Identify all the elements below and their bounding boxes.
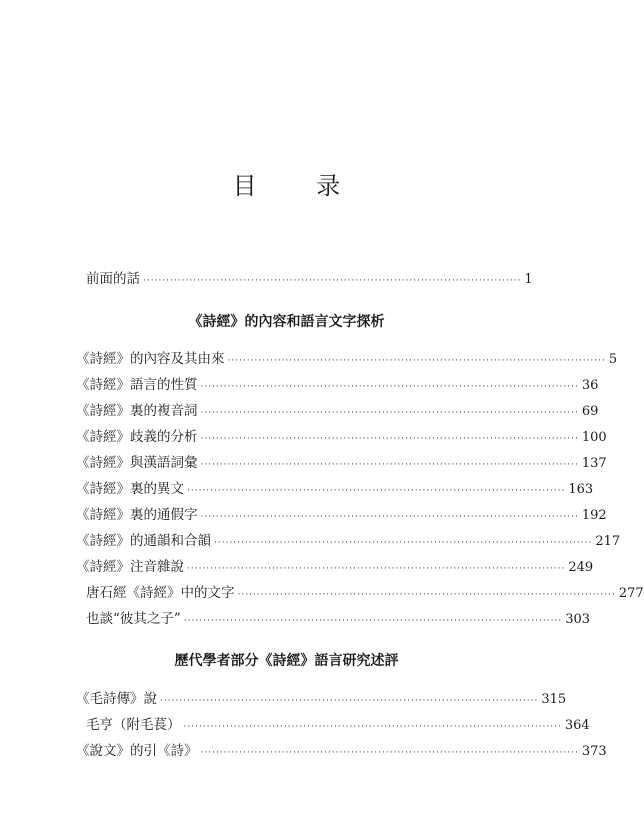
leader-dots: ·································································································· [200, 434, 579, 444]
toc-entry[interactable] [86, 609, 591, 629]
leader-dots: ·································································································· [200, 748, 579, 758]
toc-entry[interactable] [76, 479, 594, 499]
toc-entry[interactable] [86, 583, 644, 603]
toc-entry-label: 《詩經》裏的通假字 [76, 507, 198, 523]
toc-entry[interactable] [76, 557, 594, 577]
toc-entry-page: 1 [524, 272, 533, 287]
section-heading-1: 《詩經》的內容和語言文字探析 [188, 314, 385, 330]
leader-dots: ·································································································· [200, 512, 579, 522]
toc-entry-page: 217 [595, 534, 621, 549]
toc-entry-label: 《詩經》注音雜說 [76, 559, 184, 575]
toc-entry-page: 303 [565, 612, 591, 627]
leader-dots: ·································································································· [160, 696, 539, 706]
toc-entry[interactable] [76, 427, 607, 447]
leader-dots: ·································································································· [187, 564, 566, 574]
leader-dots: ·································································································· [143, 276, 522, 286]
toc-entry-page: 5 [608, 352, 618, 367]
toc-entry-page: 315 [541, 692, 567, 707]
toc-entry-label: 毛亨（附毛萇） [86, 717, 181, 733]
leader-dots: ·································································································· [183, 616, 563, 626]
page-title: 目 录 [232, 172, 367, 200]
toc-entry[interactable] [76, 689, 567, 709]
toc-entry[interactable] [86, 715, 590, 735]
toc-entry-page: 137 [581, 456, 607, 471]
toc-entry[interactable] [76, 531, 621, 551]
toc-entry-label: 《詩經》裏的異文 [76, 481, 184, 497]
leader-dots: ·································································································· [214, 538, 593, 548]
toc-entry-label: 《詩經》的通韻和合韻 [76, 533, 211, 549]
toc-entry-page: 163 [568, 482, 594, 497]
toc-entry-page: 192 [581, 508, 607, 523]
toc-entry-label: 《詩經》與漢語詞彙 [76, 455, 198, 471]
toc-entry-page: 277 [618, 586, 644, 601]
toc-entry-label: 唐石經《詩經》中的文字 [86, 585, 235, 601]
toc-entry-page: 249 [568, 560, 594, 575]
leader-dots: ·································································································· [187, 486, 566, 496]
leader-dots: ·································································································· [227, 356, 606, 366]
toc-entry-label: 《說文》的引《詩》 [76, 743, 198, 759]
toc-entry-label: 《詩經》歧義的分析 [76, 429, 198, 445]
toc-entry-label: 《詩經》語言的性質 [76, 377, 198, 393]
toc-entry[interactable] [76, 401, 599, 421]
leader-dots: ·································································································· [183, 722, 562, 732]
toc-entry[interactable] [76, 375, 599, 395]
toc-entry-label: 《詩經》裏的複音詞 [76, 403, 198, 419]
toc-entry-page: 69 [581, 404, 599, 419]
toc-entry-label: 也談“彼其之子” [86, 611, 181, 627]
toc-entry-page: 364 [564, 718, 590, 733]
toc-entry-page: 373 [581, 744, 607, 759]
section-heading-2: 歷代學者部分《詩經》語言研究述評 [174, 653, 399, 669]
leader-dots: ·································································································· [200, 382, 579, 392]
toc-entry[interactable] [76, 349, 618, 369]
toc-entry-label: 《詩經》的內容及其由來 [76, 351, 225, 367]
toc-entry-preface[interactable] [86, 269, 533, 289]
leader-dots: ·································································································· [237, 590, 616, 600]
toc-entry-label: 《毛詩傳》說 [76, 691, 157, 707]
toc-entry[interactable] [76, 453, 607, 473]
leader-dots: ·································································································· [200, 460, 579, 470]
toc-entry[interactable] [76, 741, 607, 761]
toc-entry[interactable] [76, 505, 607, 525]
leader-dots: ·································································································· [200, 408, 579, 418]
toc-entry-page: 36 [581, 378, 599, 393]
toc-entry-page: 100 [581, 430, 607, 445]
toc-entry-label: 前面的話 [86, 271, 140, 287]
